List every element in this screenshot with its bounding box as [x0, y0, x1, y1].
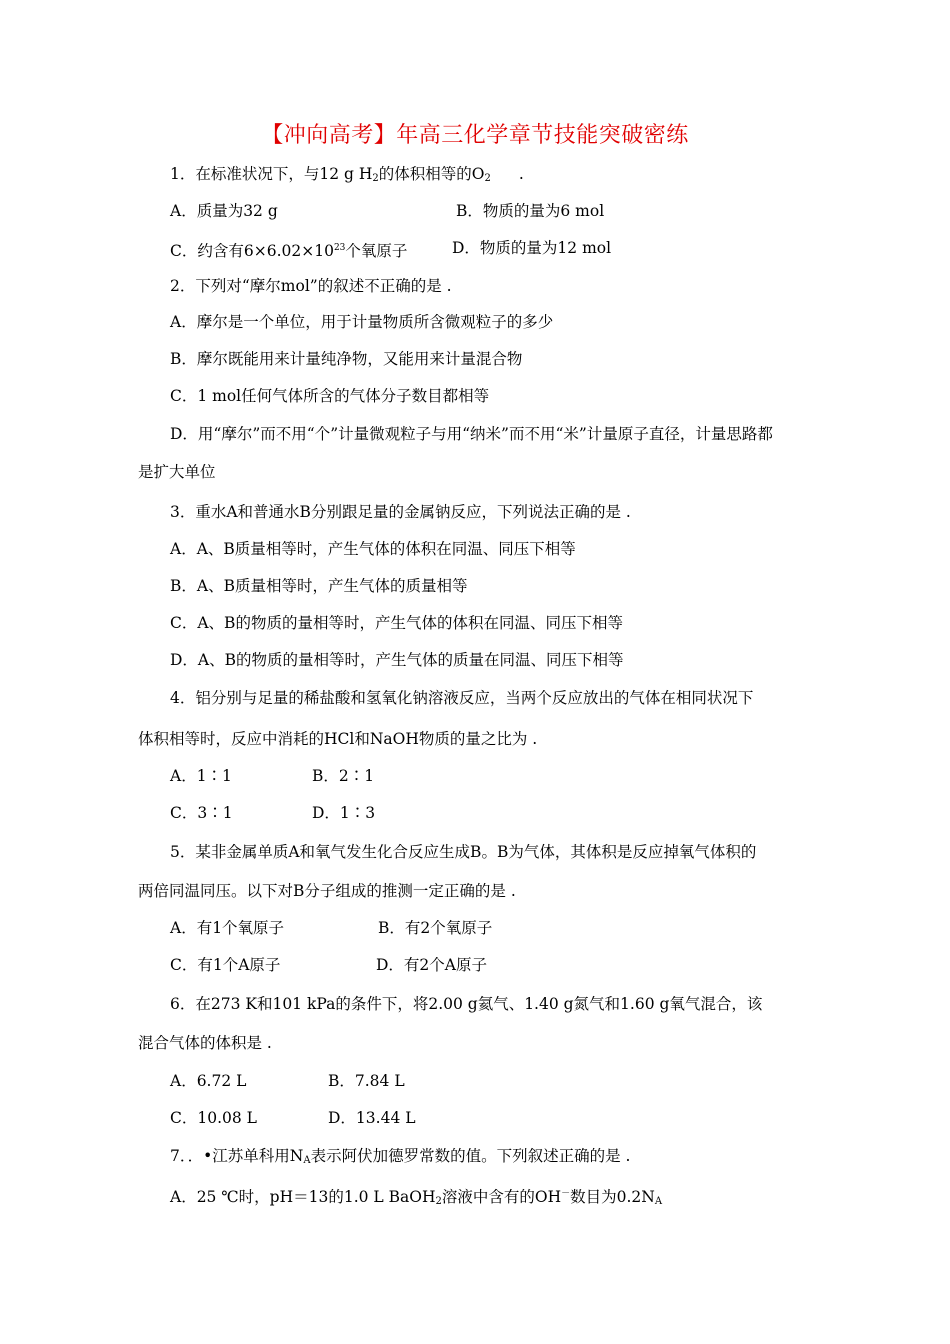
q1-option-c-text-2: 个氧原子: [345, 242, 408, 260]
q3-stem: 3．重水A和普通水B分别跟足量的金属钠反应，下列说法正确的是 .: [170, 503, 631, 521]
q2-stem: 2．下列对“摩尔mol”的叙述不正确的是 .: [170, 277, 452, 295]
q7-option-a-text-3: 数目为0.2N: [570, 1188, 655, 1206]
q5-option-c: C．有1个A原子: [170, 956, 281, 974]
q1-stem-text: 1．在标准状况下，与12 g H: [170, 165, 373, 183]
q7-option-a-sub-a: A: [654, 1196, 663, 1207]
q1-stem: [170, 164, 524, 189]
page-title: 【冲向高考】年高三化学章节技能突破密练: [261, 123, 689, 148]
q7-option-a-text-2: 溶液中含有的OH: [441, 1188, 562, 1206]
q6-option-b: B．7.84 L: [328, 1072, 405, 1090]
q1-option-b: B．物质的量为6 mol: [456, 202, 605, 220]
q2-option-d-line1: D．用“摩尔”而不用“个”计量微观粒子与用“纳米”而不用“米”计量原子直径，计量思路都: [170, 425, 773, 443]
q3-option-a: A．A、B质量相等时，产生气体的体积在同温、同压下相等: [170, 540, 576, 558]
q6-stem-line2: 混合气体的体积是 .: [138, 1034, 272, 1052]
q1-option-a: A．质量为32 g: [170, 202, 278, 220]
q7-stem-text-2: 表示阿伏加德罗常数的值。下列叙述正确的是 .: [310, 1147, 631, 1165]
q3-option-d: D．A、B的物质的量相等时，产生气体的质量在同温、同压下相等: [170, 651, 624, 669]
q4-option-a: A．1∶1: [170, 767, 232, 785]
q5-option-d: D．有2个A原子: [376, 956, 487, 974]
q4-option-c: C．3∶1: [170, 804, 233, 822]
q2-option-a: A．摩尔是一个单位，用于计量物质所含微观粒子的多少: [170, 313, 554, 331]
q6-option-c: C．10.08 L: [170, 1109, 257, 1127]
q6-option-a: A．6.72 L: [170, 1072, 247, 1090]
q3-option-c: C．A、B的物质的量相等时，产生气体的体积在同温、同压下相等: [170, 614, 623, 632]
q4-stem-line1: 4．铝分别与足量的稀盐酸和氢氧化钠溶液反应，当两个反应放出的气体在相同状况下: [170, 689, 754, 707]
q7-stem-text: 7．．•江苏单科用N: [170, 1147, 304, 1165]
q5-option-b: B．有2个氧原子: [378, 919, 493, 937]
q1-option-c: [170, 238, 407, 261]
q7-stem-sub: A: [303, 1155, 311, 1166]
q1-stem-text-2: 的体积相等的O: [378, 165, 485, 183]
q6-option-d: D．13.44 L: [328, 1109, 416, 1127]
q1-option-d: D．物质的量为12 mol: [452, 239, 612, 257]
q1-stem-sub-h: 2: [372, 173, 379, 184]
q7-option-a: [170, 1184, 662, 1212]
q1-option-c-text: C．约含有6×6.02×10: [170, 242, 334, 260]
q7-option-a-sup-minus: －: [561, 1189, 571, 1199]
q7-option-a-sub-2: 2: [435, 1196, 442, 1207]
q7-option-a-text: A．25 ℃时，pH＝13的1.0 L BaOH: [170, 1188, 436, 1206]
q5-stem-line2: 两倍同温同压。以下对B分子组成的推测一定正确的是 .: [138, 882, 516, 900]
q1-stem-sub-o: 2: [484, 173, 491, 184]
q2-option-b: B．摩尔既能用来计量纯净物，又能用来计量混合物: [170, 350, 523, 368]
q2-option-d-line2: 是扩大单位: [138, 463, 216, 481]
q4-option-b: B．2∶1: [312, 767, 375, 785]
q6-stem-line1: 6．在273 K和101 kPa的条件下，将2.00 g氦气、1.40 g氮气和1.60 g氧气混合，该: [170, 995, 763, 1013]
q1-stem-end: .: [518, 165, 524, 183]
q2-option-c: C．1 mol任何气体所含的气体分子数目都相等: [170, 387, 490, 405]
q5-stem-line1: 5．某非金属单质A和氧气发生化合反应生成B。B为气体，其体积是反应掉氧气体积的: [170, 843, 757, 861]
q7-stem: [170, 1146, 630, 1171]
q4-option-d: D．1∶3: [312, 804, 376, 822]
q5-option-a: A．有1个氧原子: [170, 919, 285, 937]
q4-stem-line2: 体积相等时，反应中消耗的HCl和NaOH物质的量之比为 .: [138, 730, 538, 748]
q3-option-b: B．A、B质量相等时，产生气体的质量相等: [170, 577, 468, 595]
q1-option-c-sup: 23: [333, 243, 346, 253]
